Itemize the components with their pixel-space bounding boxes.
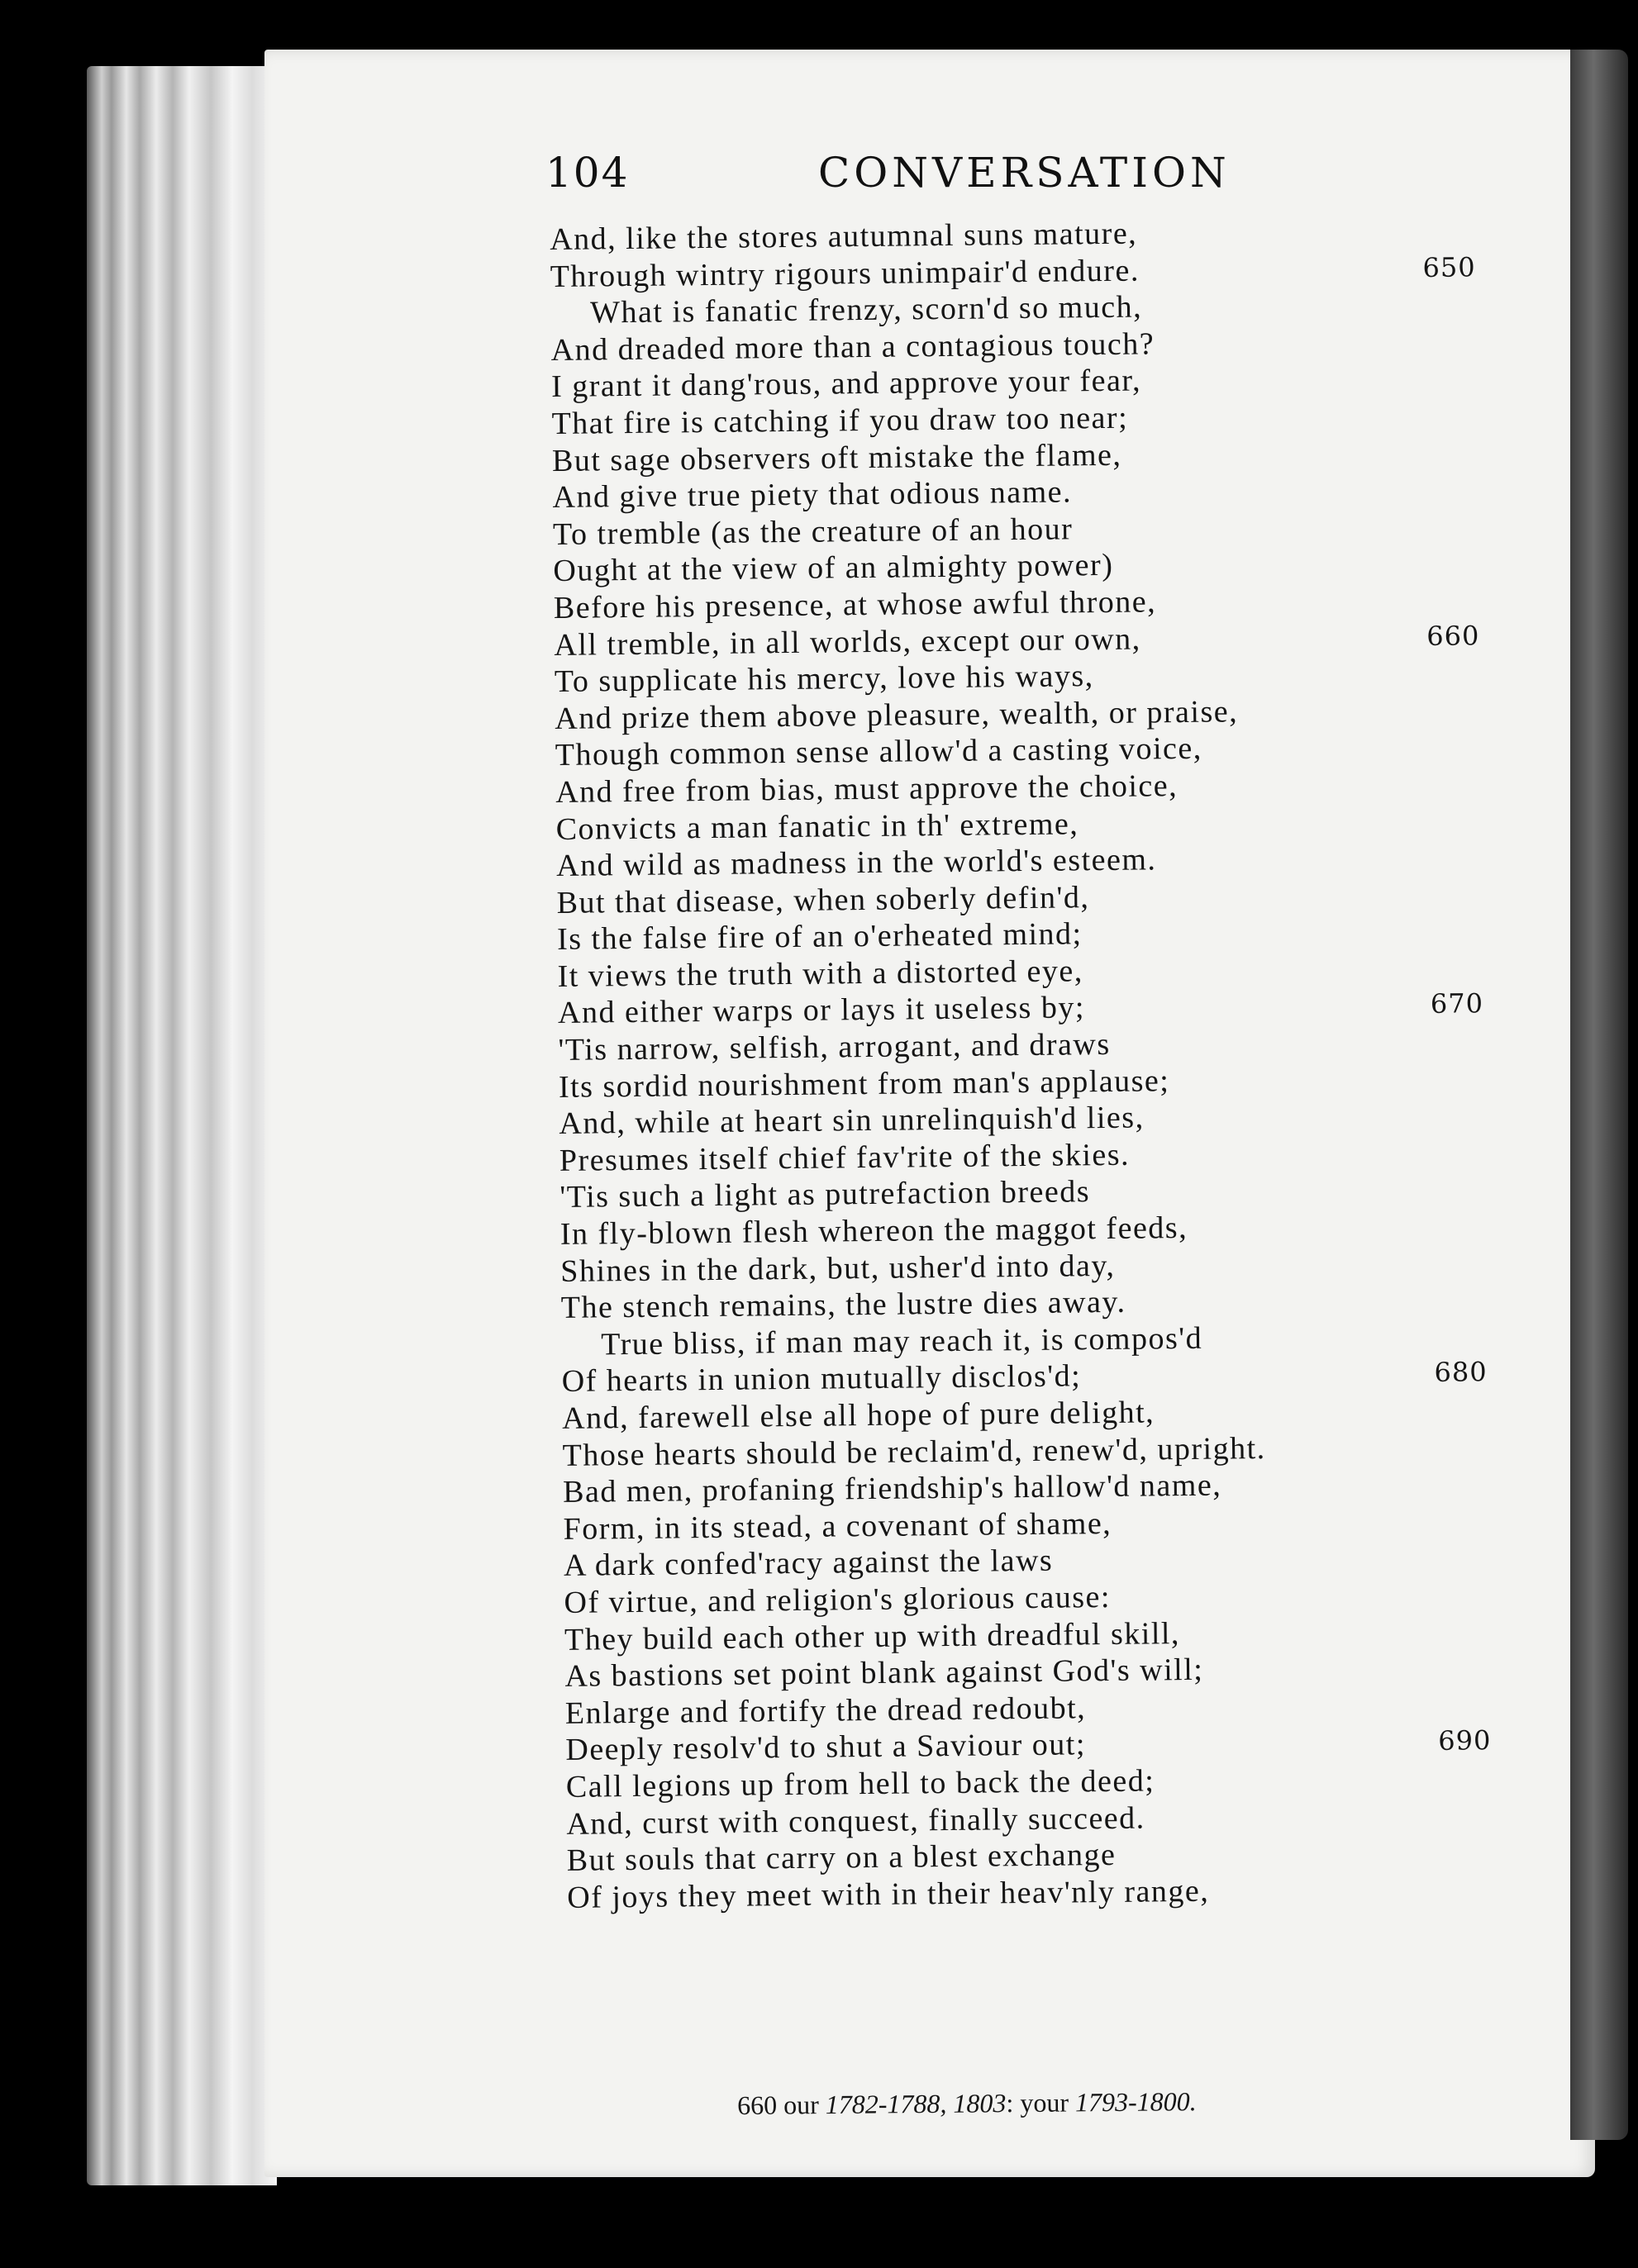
poem-line-text: They build each other up with dreadful skill, [564, 1615, 1181, 1657]
running-head [545, 149, 1289, 207]
poem-line-text: Of joys they meet with in their heav'nly range, [567, 1873, 1210, 1915]
poem-line-text: The stench remains, the lustre dies away. [560, 1284, 1126, 1326]
poem-line-text: But sage observers oft mistake the flame, [551, 437, 1122, 478]
poem-line-text: Is the false fire of an o'erheated mind; [556, 916, 1083, 958]
poem-line-text: Those hearts should be reclaim'd, renew'd, upright. [562, 1430, 1266, 1473]
textual-footnote [737, 2085, 1398, 2121]
poem-line-text: Through wintry rigours unimpair'd endure. [550, 253, 1140, 294]
poem-line-text: But that disease, when soberly defin'd, [556, 879, 1090, 920]
poem-line-text: And, farewell else all hope of pure delight, [561, 1395, 1155, 1436]
poem-line-text: And wild as madness in the world's esteem. [555, 842, 1157, 884]
footnote-reading-1: our [783, 2090, 819, 2120]
line-number: 660 [1426, 619, 1480, 652]
poem-line-text: To tremble (as the creature of an hour [552, 511, 1074, 552]
poem-line-text: Call legions up from hell to back the deed; [565, 1763, 1155, 1804]
poem-line-text: And, curst with conquest, finally succeed. [566, 1800, 1145, 1842]
poem-line-text: I grant it dang'rous, and approve your fear, [550, 363, 1142, 405]
poem-line-text: Ought at the view of an almighty power) [553, 548, 1114, 589]
page-number: 104 [545, 149, 630, 197]
poem-line-text: To supplicate his mercy, love his ways, [554, 659, 1094, 700]
poem-line-text: And prize them above pleasure, wealth, or praise, [555, 694, 1239, 736]
poem-line-text: In fly-blown flesh whereon the maggot feeds, [559, 1210, 1188, 1252]
poem-text [550, 212, 1493, 1916]
poem-line-text: Of hearts in union mutually disclos'd; [561, 1358, 1082, 1400]
page-edges [87, 66, 277, 2185]
poem-line-text: And either warps or lays it useless by; [557, 990, 1086, 1031]
line-number: 680 [1434, 1356, 1488, 1389]
poem-line-text: Form, in its stead, a covenant of shame, [563, 1505, 1112, 1547]
poem-line-text: 'Tis such a light as putrefaction breeds [559, 1174, 1091, 1215]
poem-line-text: Before his presence, at whose awful throne, [553, 584, 1157, 625]
line-number: 690 [1438, 1724, 1492, 1757]
poem-line-text: As bastions set point blank against God's will; [564, 1652, 1204, 1695]
poem-line-text: Its sordid nourishment from man's applause; [558, 1063, 1170, 1105]
poem-line-text: All tremble, in all worlds, except our own, [554, 621, 1141, 663]
poem-line-text: And dreaded more than a contagious touch? [550, 326, 1155, 368]
poem-line-text: 'Tis narrow, selfish, arrogant, and draws [558, 1027, 1111, 1068]
poem-line-text: And free from bias, must approve the choice, [555, 768, 1179, 810]
poem-line-text: Bad men, profaning friendship's hallow'd name, [562, 1467, 1222, 1510]
poem-line-text: And, like the stores autumnal suns mature, [550, 216, 1138, 257]
poem-line-text: A dark confed'racy against the laws [563, 1543, 1054, 1584]
poem-line-text: That fire is catching if you draw too near; [551, 400, 1129, 441]
footnote-line-ref: 660 [737, 2090, 778, 2120]
poem-line-text: Shines in the dark, but, usher'd into day, [560, 1248, 1116, 1289]
poem-line-text: And give true piety that odious name. [552, 474, 1073, 516]
poem-line-text: Though common sense allow'd a casting voice, [555, 731, 1203, 773]
poem-line-text: But souls that carry on a blest exchange [566, 1838, 1117, 1879]
poem-line-text: Presumes itself chief fav'rite of the skies. [559, 1137, 1131, 1178]
poem-line-text: Enlarge and fortify the dread redoubt, [564, 1690, 1087, 1731]
poem-line-text: And, while at heart sin unrelinquish'd lies, [559, 1100, 1145, 1142]
poem-line-text: It views the truth with a distorted eye, [557, 953, 1083, 994]
poem-line-text: Convicts a man fanatic in th' extreme, [555, 806, 1079, 847]
footnote-separator: : [1006, 2088, 1014, 2118]
poem-line-text: True bliss, if man may reach it, is compos'd [601, 1320, 1203, 1362]
footnote-editions-1: 1782-1788, 1803 [825, 2088, 1007, 2120]
line-number: 670 [1430, 987, 1484, 1020]
running-title: CONVERSATION [818, 149, 1231, 197]
poem-line-text: Of virtue, and religion's glorious cause: [564, 1579, 1112, 1620]
footnote-editions-2: 1793-1800. [1074, 2086, 1197, 2118]
line-number: 650 [1422, 250, 1476, 283]
footnote-reading-2: your [1020, 2087, 1069, 2118]
book-cover-edge [1570, 50, 1628, 2140]
poem-line-text: Deeply resolv'd to shut a Saviour out; [565, 1727, 1087, 1768]
poem-line-text: What is fanatic frenzy, scorn'd so much, [589, 289, 1143, 330]
